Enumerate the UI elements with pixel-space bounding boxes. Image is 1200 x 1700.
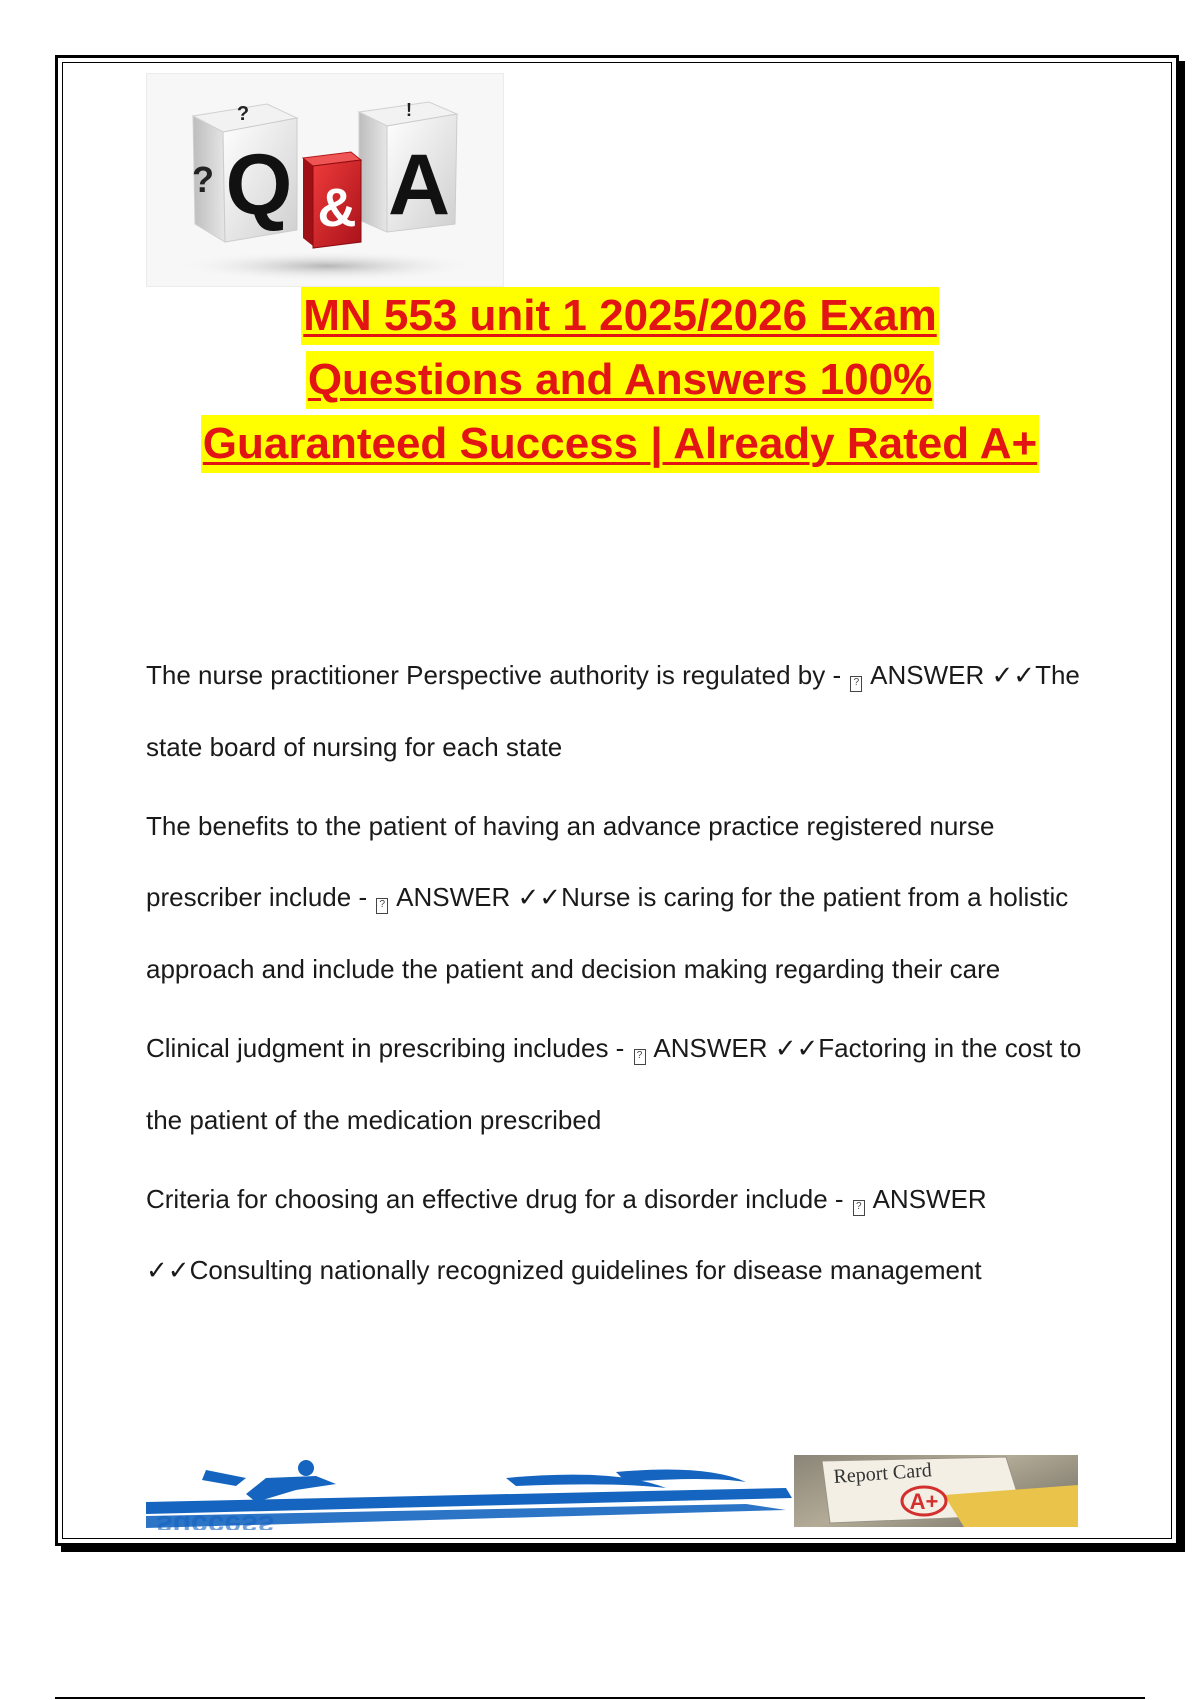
answer-label: ANSWER [653, 1033, 768, 1063]
qa-list [146, 640, 1086, 1315]
qa-dice-logo [146, 73, 504, 287]
double-check-icon: ✓✓ [146, 1256, 190, 1286]
a-die [359, 100, 457, 233]
qa-item [146, 1013, 1086, 1156]
svg-text:!: ! [406, 100, 412, 120]
svg-text:&: & [317, 178, 357, 238]
separator: - [827, 1184, 851, 1214]
answer-label: ANSWER [872, 1184, 987, 1214]
qa-item [146, 791, 1086, 1005]
bottom-rule [55, 1697, 1145, 1699]
svg-text:?: ? [236, 103, 250, 125]
question-text: Clinical judgment in prescribing includes [146, 1033, 609, 1063]
separator: - [608, 1033, 632, 1063]
qa-item [146, 640, 1086, 783]
title-line-1: MN 553 unit 1 2025/2026 Exam [301, 287, 938, 345]
question-text: Criteria for choosing an effective drug for a disorder include [146, 1184, 828, 1214]
title-line-3: Guaranteed Success | Already Rated A+ [201, 415, 1039, 473]
svg-text:?: ? [192, 159, 214, 200]
question-text: The nurse practitioner Perspective authority is regulated by [146, 660, 826, 690]
answer-label: ANSWER [870, 660, 985, 690]
separator: - [351, 882, 375, 912]
answer-text: Factoring in the cost to the patient of the medication prescribed [146, 1033, 1082, 1135]
answer-text: The state board of nursing for each state [146, 660, 1080, 762]
q-die [192, 103, 297, 242]
success-word: success [156, 1509, 275, 1530]
title-line-2: Questions and Answers 100% [306, 351, 934, 409]
qa-item [146, 1164, 1086, 1307]
report-card-text: Report Card [832, 1459, 933, 1488]
svg-text:Q: Q [225, 137, 293, 233]
double-check-icon: ✓✓ [774, 1034, 819, 1064]
missing-glyph-icon: ? [853, 1200, 865, 1216]
grade-text: A+ [909, 1489, 939, 1514]
answer-text: Consulting nationally recognized guidelines for disease management [189, 1255, 982, 1285]
double-check-icon: ✓✓ [991, 661, 1036, 691]
double-check-icon: ✓✓ [517, 883, 562, 913]
separator: - [825, 660, 849, 690]
missing-glyph-icon: ? [634, 1049, 646, 1065]
success-banner-graphic [146, 1458, 792, 1530]
question-text: The benefits to the patient of having an advance practice registered nurse prescriber include [146, 811, 995, 912]
report-card-image [794, 1455, 1078, 1527]
missing-glyph-icon: ? [376, 898, 388, 914]
missing-glyph-icon: ? [850, 676, 862, 692]
svg-text:A: A [387, 137, 451, 233]
ampersand-die [303, 152, 361, 248]
answer-label: ANSWER [396, 882, 511, 912]
answer-text: Nurse is caring for the patient from a holistic approach and include the patient and decision making regarding their care [146, 882, 1069, 984]
document-title [130, 284, 1110, 476]
